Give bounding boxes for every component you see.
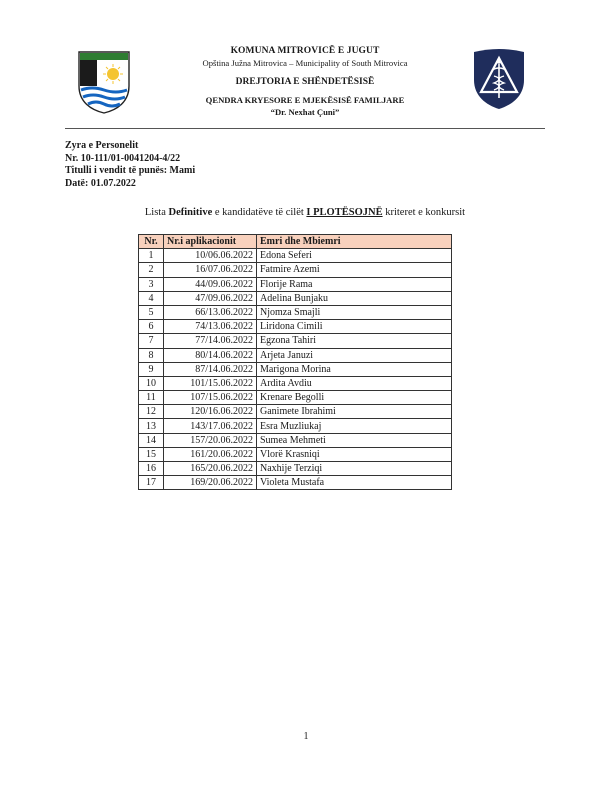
row-name: Egzona Tahiri [257, 334, 452, 348]
row-application: 161/20.06.2022 [164, 447, 257, 461]
municipality-crest-logo [77, 50, 131, 114]
table-row [139, 305, 452, 319]
col-header-nr: Nr. [139, 235, 164, 249]
row-nr: 8 [139, 348, 164, 362]
row-nr: 17 [139, 476, 164, 490]
row-nr: 2 [139, 263, 164, 277]
row-nr: 7 [139, 334, 164, 348]
office-label: Zyra e Personelit [65, 140, 139, 151]
row-application: 47/09.06.2022 [164, 291, 257, 305]
row-name: Naxhije Terziqi [257, 462, 452, 476]
municipality-name: KOMUNA MITROVICË E JUGUT [230, 46, 380, 56]
table-row [139, 405, 452, 419]
table-row [139, 277, 452, 291]
table-row [139, 334, 452, 348]
row-application: 80/14.06.2022 [164, 348, 257, 362]
row-name: Edona Seferi [257, 249, 452, 263]
intro-part-3: e kandidatëve të cilët [212, 207, 307, 218]
table-row [139, 362, 452, 376]
row-name: Fatmire Azemi [257, 263, 452, 277]
row-name: Violeta Mustafa [257, 476, 452, 490]
row-nr: 5 [139, 305, 164, 319]
letterhead [150, 45, 460, 118]
header-divider [65, 128, 545, 129]
candidates-table [138, 234, 452, 490]
row-name: Marigona Morina [257, 362, 452, 376]
table-row [139, 419, 452, 433]
row-nr: 12 [139, 405, 164, 419]
table-row [139, 433, 452, 447]
row-nr: 10 [139, 376, 164, 390]
row-application: 16/07.06.2022 [164, 263, 257, 277]
row-application: 120/16.06.2022 [164, 405, 257, 419]
row-nr: 15 [139, 447, 164, 461]
reference-number: Nr. 10-111/01-0041204-4/22 [65, 152, 181, 164]
row-name: Adelina Bunjaku [257, 291, 452, 305]
row-name: Ganimete Ibrahimi [257, 405, 452, 419]
row-name: Esra Muzliukaj [257, 419, 452, 433]
row-name: Njomza Smajli [257, 305, 452, 319]
intro-part-1: Lista [144, 207, 169, 218]
intro-part-5: kriteret e konkursit [382, 207, 466, 218]
row-application: 169/20.06.2022 [164, 476, 257, 490]
col-header-name: Emri dhe Mbiemri [257, 235, 452, 249]
table-row [139, 391, 452, 405]
table-row [139, 263, 452, 277]
table-row [139, 462, 452, 476]
row-application: 77/14.06.2022 [164, 334, 257, 348]
row-nr: 1 [139, 249, 164, 263]
row-application: 74/13.06.2022 [164, 320, 257, 334]
municipality-subtitle: Opština Južna Mitrovica – Municipality of South Mitrovica [202, 58, 408, 68]
list-intro [65, 207, 545, 218]
row-application: 157/20.06.2022 [164, 433, 257, 447]
row-application: 143/17.06.2022 [164, 419, 257, 433]
row-nr: 16 [139, 462, 164, 476]
row-nr: 3 [139, 277, 164, 291]
table-row [139, 447, 452, 461]
row-nr: 9 [139, 362, 164, 376]
table-row [139, 476, 452, 490]
medical-shield-emblem [470, 46, 528, 110]
row-nr: 4 [139, 291, 164, 305]
document-meta [65, 140, 195, 190]
row-name: Arjeta Januzi [257, 348, 452, 362]
page-number: 1 [303, 731, 309, 742]
intro-fulfill: I PLOTËSOJNË [306, 207, 383, 218]
table-row [139, 320, 452, 334]
table-row [139, 376, 452, 390]
row-application: 101/15.06.2022 [164, 376, 257, 390]
table-row [139, 249, 452, 263]
col-header-application: Nr.i aplikacionit [164, 235, 257, 249]
table-row [139, 348, 452, 362]
job-title: Titulli i vendit të punës: Mami [65, 165, 196, 176]
row-nr: 14 [139, 433, 164, 447]
row-nr: 11 [139, 391, 164, 405]
row-application: 44/09.06.2022 [164, 277, 257, 291]
row-application: 165/20.06.2022 [164, 462, 257, 476]
row-nr: 6 [139, 320, 164, 334]
document-date: Datë: 01.07.2022 [65, 177, 136, 189]
department-name: DREJTORIA E SHËNDETËSISË [235, 77, 375, 87]
row-application: 107/15.06.2022 [164, 391, 257, 405]
center-dedication: “Dr. Nexhat Çuni” [270, 107, 340, 117]
row-name: Liridona Cimili [257, 320, 452, 334]
row-application: 10/06.06.2022 [164, 249, 257, 263]
intro-definitive: Definitive [168, 207, 213, 218]
row-name: Florije Rama [257, 277, 452, 291]
row-name: Sumea Mehmeti [257, 433, 452, 447]
center-name: QENDRA KRYESORE E MJEKËSISË FAMILJARE [205, 95, 405, 105]
row-name: Ardita Avdiu [257, 376, 452, 390]
row-application: 66/13.06.2022 [164, 305, 257, 319]
table-header-row [139, 235, 452, 249]
row-name: Krenare Begolli [257, 391, 452, 405]
table-row [139, 291, 452, 305]
row-application: 87/14.06.2022 [164, 362, 257, 376]
row-name: Vlorë Krasniqi [257, 447, 452, 461]
row-nr: 13 [139, 419, 164, 433]
